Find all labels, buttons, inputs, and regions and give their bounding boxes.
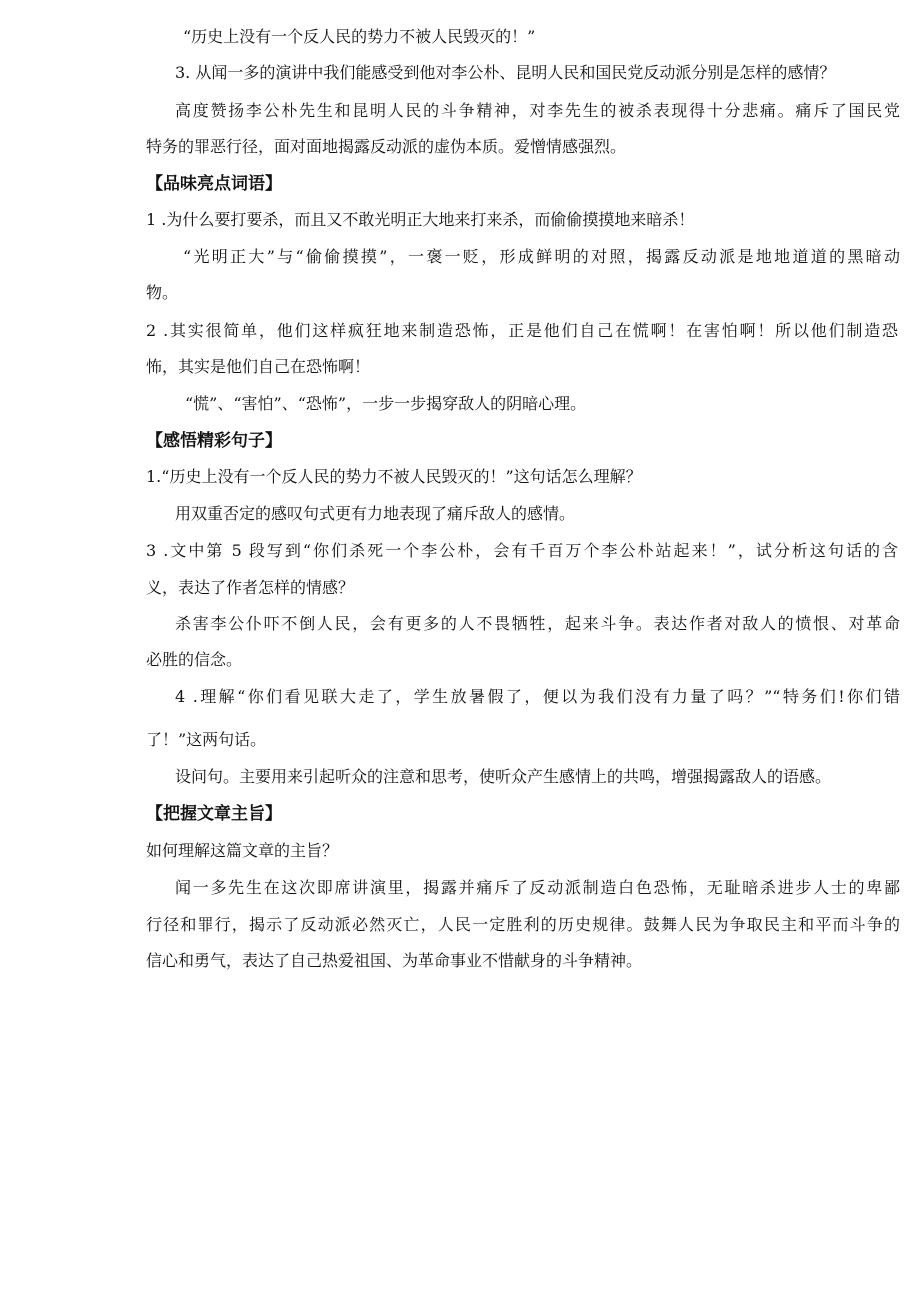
- sentence-question-1: 1.“历史上没有一个反人民的势力不被人民毁灭的！”这句话怎么理解？: [146, 467, 642, 486]
- answer-3-line-1: 高度赞扬李公朴先生和昆明人民的斗争精神，对李先生的被杀表现得十分悲痛。痛斥了国民党: [175, 101, 900, 120]
- sentence-answer-3-line-1: 杀害李公仆吓不倒人民，会有更多的人不畏牺牲，起来斗争。表达作者对敌人的愤恨、对革命: [175, 614, 900, 633]
- theme-question: 如何理解这篇文章的主旨？: [146, 841, 339, 860]
- sentence-question-3-line-1: 3 .文中第 5 段写到“你们杀死一个李公朴，会有千百万个李公朴站起来！”，试分析这句话的含: [146, 541, 898, 560]
- sentence-question-4-line-1: 4 .理解“你们看见联大走了，学生放暑假了，便以为我们没有力量了吗？”“特务们!你们错: [175, 687, 900, 706]
- theme-answer-line-1: 闻一多先生在这次即席讲演里，揭露并痛斥了反动派制造白色恐怖，无耻暗杀进步人士的卑鄙: [175, 878, 900, 897]
- sentence-answer-4: 设问句。主要用来引起听众的注意和思考，使听众产生感情上的共鸣，增强揭露敌人的语感。: [175, 767, 832, 786]
- sentence-answer-3-line-2: 必胜的信念。: [146, 650, 243, 669]
- answer-3-line-2: 特务的罪恶行径，面对面地揭露反动派的虚伪本质。爱憎情感强烈。: [146, 137, 627, 156]
- section-heading-theme: 【把握文章主旨】: [146, 804, 282, 824]
- words-item-1: 1 .为什么要打要杀，而且又不敢光明正大地来打来杀，而偷偷摸摸地来暗杀！: [146, 210, 695, 229]
- words-item-2-line-2: 怖，其实是他们自己在恐怖啊！: [146, 357, 371, 376]
- sentence-question-3-line-2: 义，表达了作者怎样的情感？: [146, 578, 355, 597]
- sentence-question-4-line-2: 了！”这两句话。: [146, 730, 267, 749]
- sentence-answer-1: 用双重否定的感叹句式更有力地表现了痛斥敌人的感情。: [175, 504, 576, 523]
- question-3: 3. 从闻一多的演讲中我们能感受到他对李公朴、昆明人民和国民党反动派分别是怎样的感情？: [175, 63, 836, 82]
- theme-answer-line-3: 信心和勇气，表达了自己热爱祖国、为革命事业不惜献身的斗争精神。: [146, 951, 643, 970]
- section-heading-sentences: 【感悟精彩句子】: [146, 431, 282, 451]
- words-item-2-line-1: 2 .其实很简单，他们这样疯狂地来制造恐怖，正是他们自己在慌啊！在害怕啊！所以他们制造恐: [146, 321, 898, 340]
- theme-answer-line-2: 行径和罪行，揭示了反动派必然灭亡，人民一定胜利的历史规律。鼓舞人民为争取民主和平而斗争的: [146, 915, 900, 934]
- words-answer-1-line-1: “光明正大”与“偷偷摸摸”，一褒一贬，形成鲜明的对照，揭露反动派是地地道道的黑暗动: [183, 247, 900, 266]
- words-answer-2: “慌”、“害怕”、“恐怖”，一步一步揭穿敌人的阴暗心理。: [185, 394, 587, 413]
- section-heading-words: 【品味亮点词语】: [146, 174, 282, 194]
- words-answer-1-line-2: 物。: [146, 283, 179, 302]
- quote-line: “历史上没有一个反人民的势力不被人民毁灭的！”: [183, 27, 536, 46]
